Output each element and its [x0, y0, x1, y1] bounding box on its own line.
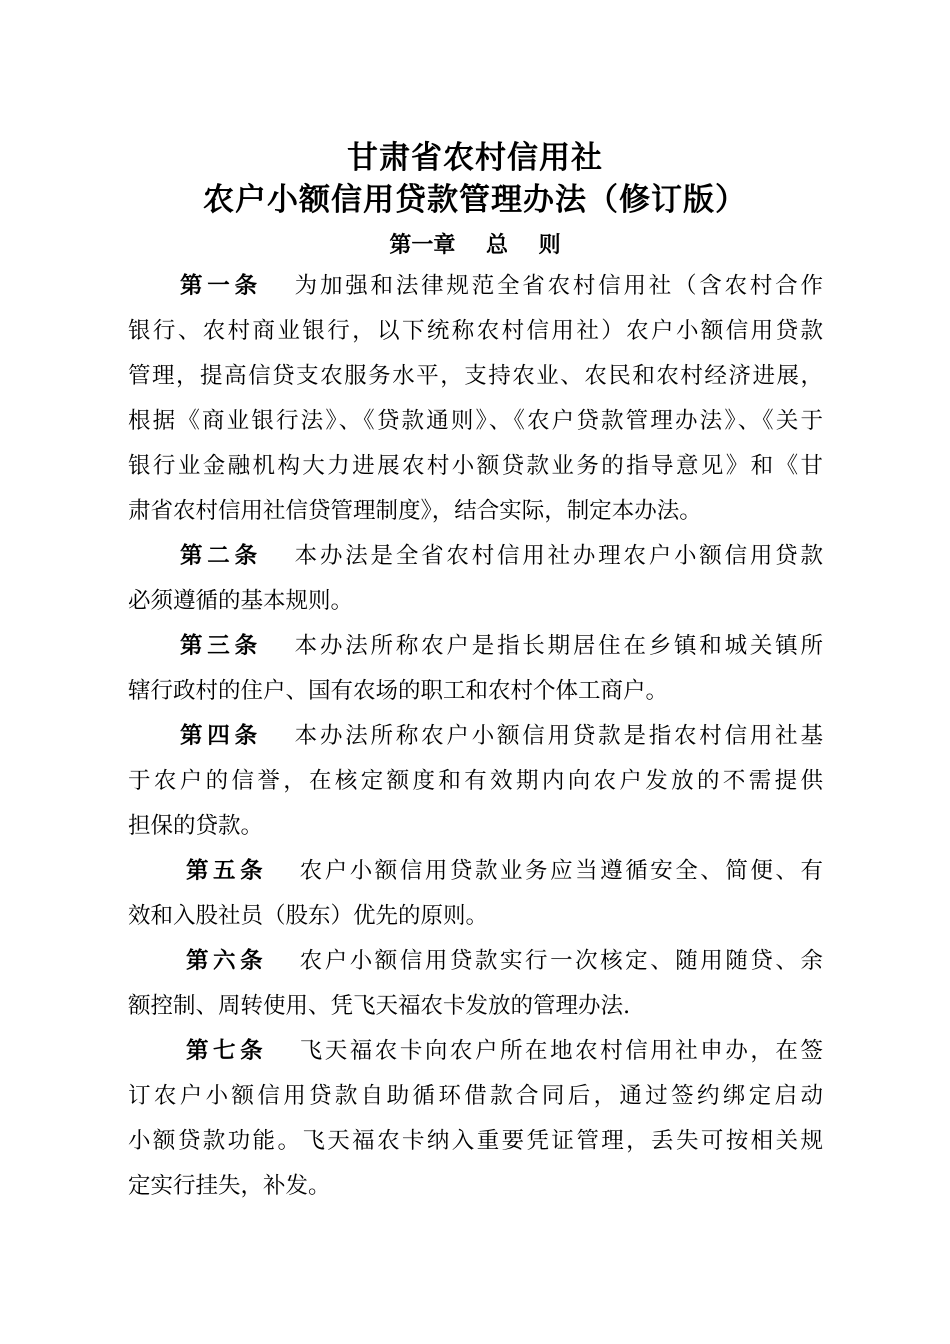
article-text: 农户小额信用贷款实行一次核定、随用随贷、余 — [297, 948, 823, 974]
article-text: 本办法是全省农村信用社办理农户小额信用贷款 — [291, 543, 823, 569]
article-5-line-2: 效和入股社员（股东）优先的原则。 — [128, 903, 489, 929]
article-3-line-1 — [180, 631, 823, 661]
article-3-line-2: 辖行政村的住户、国有农场的职工和农村个体工商户。 — [128, 678, 669, 704]
article-1-line-5: 银行业金融机构大力进展农村小额贷款业务的指导意见》和《甘 — [128, 453, 823, 479]
article-1-line-2: 银行、农村商业银行，以下统称农村信用社）农户小额信用贷款 — [128, 318, 823, 344]
article-1-label: 第一条 — [180, 273, 262, 299]
chapter-heading: 第一章 总 则 — [389, 233, 561, 258]
article-1-line-6: 肃省农村信用社信贷管理制度》，结合实际，制定本办法。 — [128, 498, 702, 524]
article-7-line-1 — [186, 1036, 823, 1066]
article-4-line-1 — [180, 721, 823, 751]
article-1-line-3: 管理，提高信贷支农服务水平，支持农业、农民和农村经济进展， — [128, 363, 823, 389]
article-1-line-4: 根据《商业银行法》、《贷款通则》、《农户贷款管理办法》、《关于 — [128, 408, 823, 434]
article-5-line-1 — [186, 856, 823, 886]
article-7-label: 第七条 — [186, 1038, 268, 1064]
article-7-line-2: 订农户小额信用贷款自助循环借款合同后，通过签约绑定启动 — [128, 1083, 823, 1109]
article-6-line-2: 额控制、周转使用、凭飞天福农卡发放的管理办法. — [128, 993, 631, 1019]
article-6-label: 第六条 — [186, 948, 268, 974]
article-1-line-1 — [180, 271, 823, 301]
article-4-label: 第四条 — [180, 723, 262, 749]
article-2-line-1 — [180, 541, 823, 571]
article-7-line-3: 小额贷款功能。飞天福农卡纳入重要凭证管理，丢失可按相关规 — [128, 1128, 823, 1154]
article-2-line-2: 必须遵循的基本规则。 — [128, 588, 354, 614]
article-6-line-1 — [186, 946, 823, 976]
article-text: 本办法所称农户小额信用贷款是指农村信用社基 — [291, 723, 823, 749]
article-7-line-4: 定实行挂失，补发。 — [128, 1173, 331, 1199]
article-5-label: 第五条 — [186, 858, 268, 884]
article-text: 农户小额信用贷款业务应当遵循安全、简便、有 — [297, 858, 823, 884]
article-text: 为加强和法律规范全省农村信用社（含农村合作 — [291, 273, 823, 299]
article-text: 飞天福农卡向农户所在地农村信用社申办，在签 — [297, 1038, 823, 1064]
document-title-line2: 农户小额信用贷款管理办法（修订版） — [203, 182, 747, 218]
document-title-line1: 甘肃省农村信用社 — [347, 140, 603, 176]
article-3-label: 第三条 — [180, 633, 262, 659]
article-4-line-3: 担保的贷款。 — [128, 813, 264, 839]
article-4-line-2: 于农户的信誉，在核定额度和有效期内向农户发放的不需提供 — [128, 768, 823, 794]
article-text: 本办法所称农户是指长期居住在乡镇和城关镇所 — [291, 633, 823, 659]
article-2-label: 第二条 — [180, 543, 262, 569]
